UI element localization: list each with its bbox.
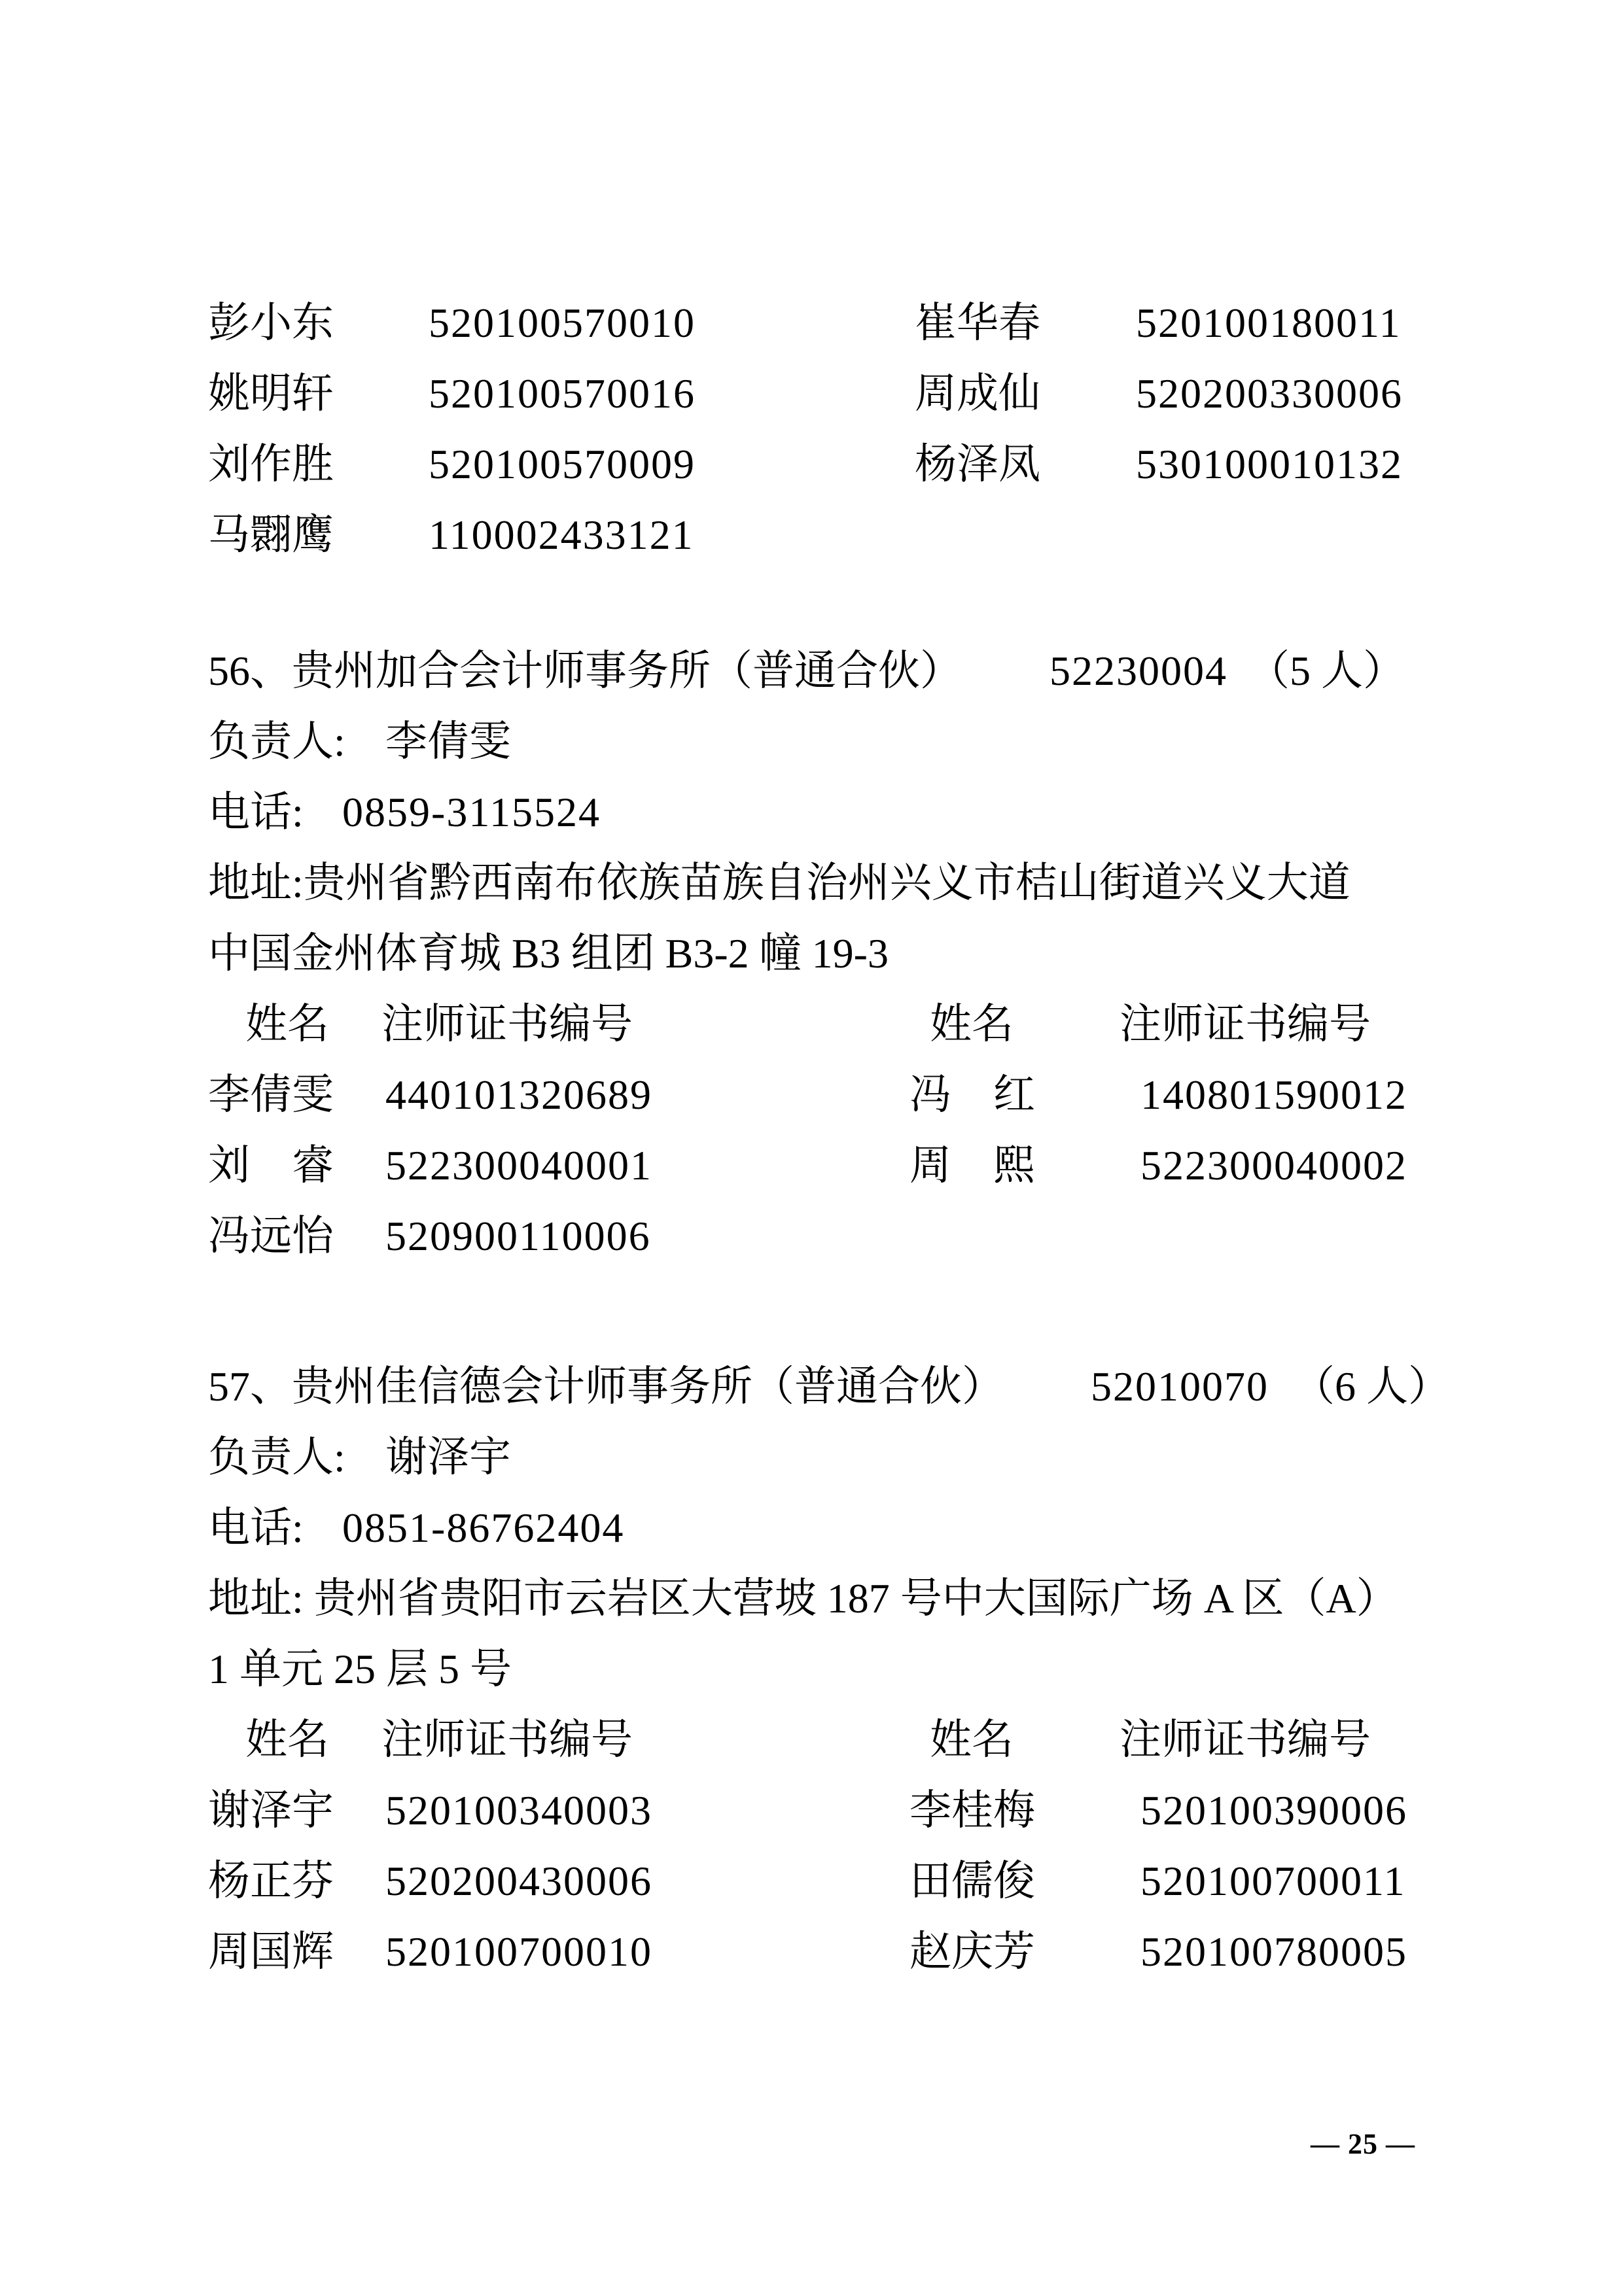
member-name: 崔华春 (915, 300, 1040, 346)
address-line-2: 中国金州体育城 B3 组团 B3-2 幢 19-3 (208, 930, 889, 977)
firm-section-57 (208, 1351, 1450, 1987)
member-name: 田儒俊 (909, 1858, 1035, 1904)
member-name: 周成仙 (915, 370, 1040, 417)
firm-title (208, 636, 1428, 706)
col-header-name: 姓名 (245, 1716, 329, 1763)
phone-label: 电话: (208, 789, 304, 835)
member-cert-number: 520900110006 (385, 1213, 651, 1259)
manager-line (208, 1422, 1428, 1493)
phone-number: 0859-3115524 (342, 789, 601, 835)
member-cert-number: 520100390006 (1140, 1787, 1407, 1834)
member-name: 冯 红 (909, 1071, 1035, 1118)
phone-number: 0851-86762404 (342, 1505, 625, 1551)
col-header-cert: 注师证书编号 (1120, 1001, 1371, 1047)
firm-index: 56、 (208, 648, 292, 694)
member-row (208, 429, 1428, 500)
member-row (208, 1201, 1428, 1272)
col-header-name: 姓名 (930, 1001, 1014, 1047)
member-cert-number: 520200330006 (1136, 370, 1403, 417)
member-cert-number: 530100010132 (1136, 441, 1403, 487)
manager-label: 负责人: (208, 1434, 345, 1480)
member-name: 马翾鹰 (208, 512, 334, 558)
member-name (909, 1201, 1140, 1272)
member-name: 冯远怡 (208, 1213, 334, 1259)
manager-label: 负责人: (208, 718, 345, 765)
member-cert-number: 110002433121 (429, 512, 694, 558)
manager-name: 李倩雯 (385, 718, 511, 765)
phone-label: 电话: (208, 1505, 304, 1551)
member-cert-number: 520100570016 (429, 370, 696, 417)
member-name: 姚明轩 (208, 370, 334, 417)
member-cert-number: 520100570009 (429, 441, 696, 487)
member-name: 李倩雯 (208, 1071, 334, 1118)
firm-people-count: （6 人） (1293, 1363, 1450, 1410)
address-line-1: 地址:贵州省黔西南布依族苗族自治州兴义市桔山街道兴义大道 (208, 860, 1350, 906)
manager-name: 谢泽宇 (385, 1434, 511, 1480)
member-cert-number: 520200430006 (385, 1858, 652, 1904)
member-cert-number: 520100700011 (1140, 1858, 1406, 1904)
member-name: 刘 睿 (208, 1142, 334, 1189)
col-header-name: 姓名 (245, 1001, 329, 1047)
member-name: 刘作胜 (208, 441, 334, 487)
firm-index: 57、 (208, 1363, 292, 1410)
col-header-cert: 注师证书编号 (381, 1001, 633, 1047)
member-row (208, 1917, 1428, 1987)
member-name: 周国辉 (208, 1928, 334, 1975)
address-line-1: 地址: 贵州省贵阳市云岩区大营坡 187 号中大国际广场 A 区（A） (208, 1575, 1398, 1622)
col-header-name: 姓名 (930, 1716, 1014, 1763)
member-row (208, 1060, 1428, 1130)
firm-title (208, 1351, 1450, 1422)
member-row (208, 1130, 1428, 1201)
member-name: 周 熙 (909, 1142, 1035, 1189)
member-cert-number: 440101320689 (385, 1071, 652, 1118)
member-cert-number: 520100340003 (385, 1787, 652, 1834)
page-content (208, 288, 1450, 1987)
member-cert-number: 140801590012 (1140, 1071, 1407, 1118)
member-name: 谢泽宇 (208, 1787, 334, 1834)
member-name: 李桂梅 (909, 1787, 1035, 1834)
member-name: 杨泽凤 (915, 441, 1040, 487)
member-row (208, 358, 1428, 429)
member-name (915, 500, 1136, 570)
member-cert-number (1136, 500, 1428, 570)
phone-line (208, 1493, 1428, 1563)
table-header (208, 989, 1428, 1060)
address-line-2: 1 单元 25 层 5 号 (208, 1646, 512, 1692)
member-name: 赵庆芳 (909, 1928, 1035, 1975)
col-header-cert: 注师证书编号 (1120, 1716, 1371, 1763)
firm-people-count: （5 人） (1248, 648, 1405, 694)
members-table (208, 989, 1428, 1272)
member-row (208, 1846, 1428, 1917)
member-row (208, 1775, 1428, 1846)
member-cert-number: 520100570010 (429, 300, 696, 346)
table-header (208, 1705, 1428, 1775)
member-row (208, 500, 1428, 570)
member-cert-number: 520100180011 (1136, 300, 1402, 346)
firm-name: 贵州佳信德会计师事务所（普通合伙） (292, 1363, 1004, 1410)
member-cert-number: 520100700010 (385, 1928, 652, 1975)
firm-code: 52010070 (1091, 1363, 1269, 1410)
members-table (208, 1705, 1428, 1987)
member-row (208, 288, 1428, 358)
member-cert-number (1140, 1201, 1428, 1272)
firm-code: 52230004 (1050, 648, 1227, 694)
firm-section-56 (208, 636, 1428, 1272)
manager-line (208, 706, 1428, 777)
col-header-cert: 注师证书编号 (381, 1716, 633, 1763)
phone-line (208, 777, 1428, 848)
member-name: 彭小东 (208, 300, 334, 346)
member-cert-number: 522300040001 (385, 1142, 652, 1189)
page-number: — 25 — (1311, 2128, 1415, 2160)
member-name: 杨正芬 (208, 1858, 334, 1904)
member-cert-number: 520100780005 (1140, 1928, 1407, 1975)
member-cert-number: 522300040002 (1140, 1142, 1407, 1189)
continuation-member-table (208, 288, 1428, 570)
firm-name: 贵州加合会计师事务所（普通合伙） (292, 648, 962, 694)
